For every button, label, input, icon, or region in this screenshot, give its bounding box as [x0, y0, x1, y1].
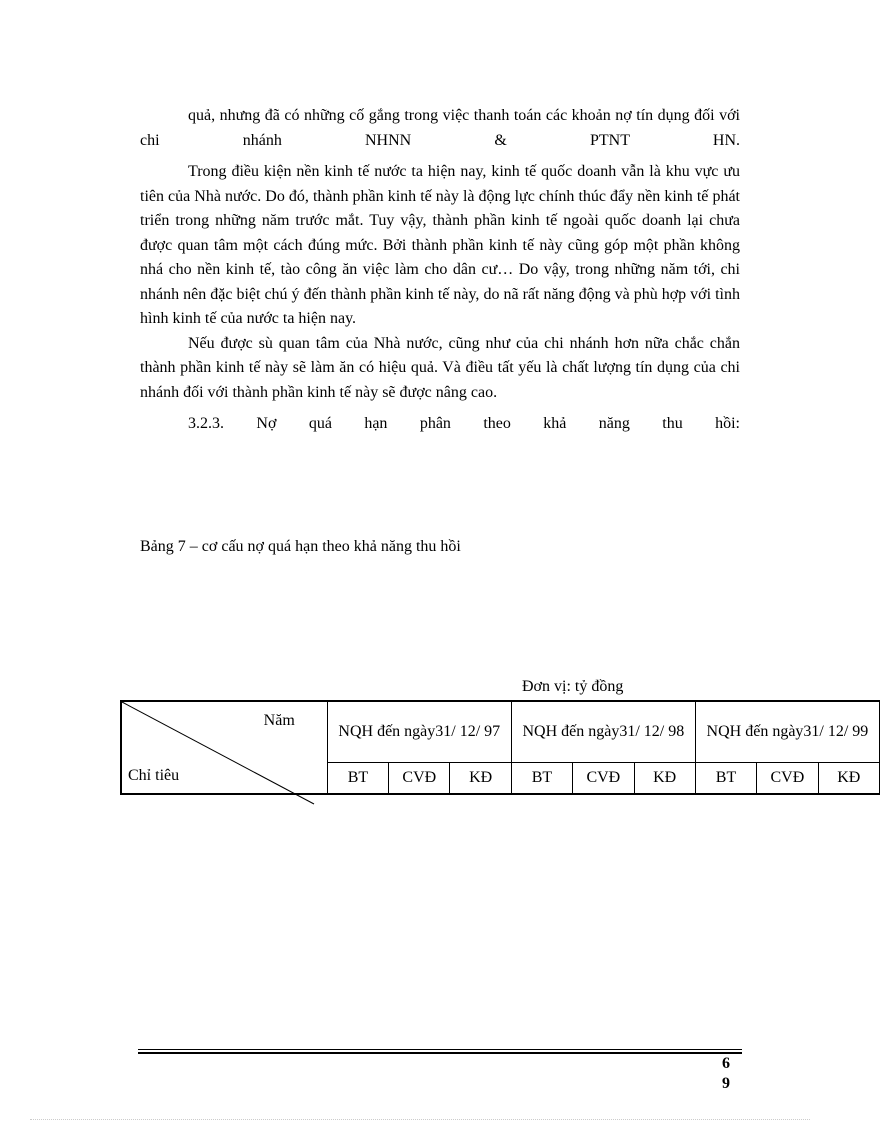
- year-header-1998: NQH đến ngày31/ 12/ 98: [511, 701, 695, 763]
- body-text: [140, 104, 740, 444]
- year-header-1997: NQH đến ngày31/ 12/ 97: [327, 701, 511, 763]
- page-number-digit-1: 6: [722, 1055, 730, 1072]
- corner-label-year: Năm: [263, 712, 295, 729]
- table-caption: Bảng 7 – cơ cấu nợ quá hạn theo khả năng thu hồi: [140, 538, 461, 555]
- subheader-kd-97: KĐ: [450, 763, 511, 795]
- footer-rule-thin: [138, 1049, 742, 1050]
- paragraph-continuation: quả, nhưng đã có những cố gắng trong việc thanh toán các khoản nợ tín dụng đối với chi nhánh NHNN & PTNT HN.: [140, 107, 740, 149]
- corner-diagonal-line: [120, 700, 320, 810]
- subheader-kd-98: KĐ: [634, 763, 695, 795]
- year-header-1999: NQH đến ngày31/ 12/ 99: [695, 701, 879, 763]
- page-number-digit-2: 9: [722, 1075, 730, 1092]
- subheader-cvd-99: CVĐ: [757, 763, 818, 795]
- subheader-cvd-98: CVĐ: [573, 763, 634, 795]
- page-bottom-dotted-edge: [30, 1119, 810, 1120]
- section-heading-3-2-3: 3.2.3. Nợ quá hạn phân theo khả năng thu hồi:: [188, 415, 740, 432]
- unit-label: Đơn vị: tỷ đồng: [522, 678, 624, 695]
- subheader-bt-98: BT: [511, 763, 572, 795]
- subheader-bt-97: BT: [327, 763, 388, 795]
- footer-rule-thick: [138, 1052, 742, 1054]
- subheader-cvd-97: CVĐ: [389, 763, 450, 795]
- paragraph-state-attention: Nếu được sù quan tâm của Nhà nước, cũng như của chi nhánh hơn nữa chắc chắn thành phần kinh tế này sẽ làm ăn có hiệu quả. Và điều tất yếu là chất lượng tín dụng của chi nhánh đối với thành phần kinh tế này sẽ được nâng cao.: [140, 334, 740, 401]
- subheader-bt-99: BT: [695, 763, 756, 795]
- diagonal-stroke: [122, 702, 314, 804]
- corner-label-indicator: Chỉ tiêu: [128, 767, 180, 784]
- page-number: [718, 1054, 734, 1094]
- paragraph-economic-context: Trong điều kiện nền kinh tế nước ta hiện nay, kinh tế quốc doanh vẫn là khu vực ưu tiên của Nhà nước. Do đó, thành phần kinh tế này là động lực chính thúc đẩy nền kinh tế phát triển trong những năm trước mắt. Tuy vậy, thành phần kinh tế ngoài quốc doanh lại chưa được quan tâm một cách đúng mức. Bởi thành phần kinh tế này cũng góp một phần không nhá cho nền kinh tế, tào công ăn việc làm cho dân cư… Do vậy, trong những năm tới, chi nhánh nên đặc biệt chú ý đến thành phần kinh tế này, do nã rất năng động và phù hợp với tình hình kinh tế của nước ta hiện nay.: [140, 163, 740, 327]
- subheader-kd-99: KĐ: [818, 763, 879, 795]
